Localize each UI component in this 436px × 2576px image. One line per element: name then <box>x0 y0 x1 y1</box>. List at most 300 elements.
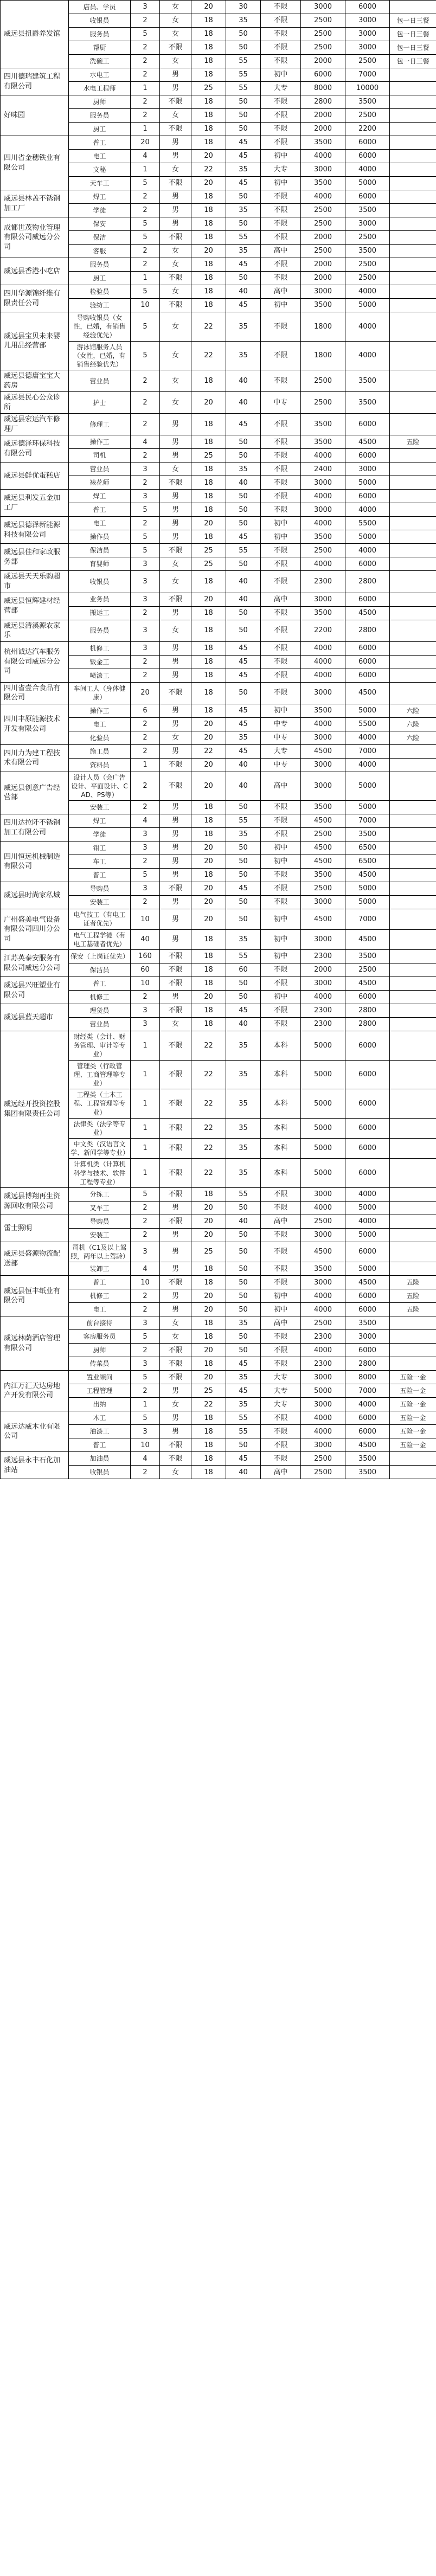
note-cell <box>390 123 436 136</box>
position-cell: 操作工 <box>69 435 131 449</box>
position-cell: 设计人员（会广告设计、平面设计、CAD、PS等） <box>69 772 131 801</box>
max-age-cell: 55 <box>226 1425 261 1438</box>
position-cell: 安装工 <box>69 896 131 909</box>
position-cell: 焊工 <box>69 490 131 503</box>
min-salary-cell: 3000 <box>301 977 345 991</box>
gender-cell: 不限 <box>160 1159 191 1188</box>
max-age-cell: 35 <box>226 1371 261 1384</box>
min-salary-cell: 2500 <box>301 392 345 414</box>
max-age-cell: 45 <box>226 136 261 150</box>
position-cell: 服务员 <box>69 620 131 641</box>
max-age-cell: 35 <box>226 1118 261 1138</box>
min-age-cell: 22 <box>191 1118 226 1138</box>
min-salary-cell: 3000 <box>301 682 345 704</box>
position-cell: 搬运工 <box>69 606 131 620</box>
gender-cell: 不限 <box>160 1215 191 1229</box>
position-cell: 保洁 <box>69 231 131 245</box>
max-salary-cell: 6000 <box>345 190 390 204</box>
headcount-cell: 20 <box>131 136 160 150</box>
gender-cell: 不限 <box>160 95 191 109</box>
gender-cell: 女 <box>160 245 191 258</box>
max-salary-cell: 6000 <box>345 1289 390 1303</box>
company-name-cell: 威远县恒辉建材经营部 <box>1 593 69 620</box>
max-salary-cell: 4000 <box>345 1215 390 1229</box>
company-name-cell: 四川丰原能源技术开发有限公司 <box>1 704 69 744</box>
min-salary-cell: 3000 <box>301 1188 345 1202</box>
company-name-cell: 四川德瑞建筑工程有限公司 <box>1 68 69 95</box>
min-age-cell: 22 <box>191 1060 226 1089</box>
min-age-cell: 18 <box>191 977 226 991</box>
max-age-cell: 45 <box>226 1384 261 1398</box>
min-salary-cell: 2500 <box>301 245 345 258</box>
table-row <box>1 462 436 476</box>
max-salary-cell: 6000 <box>345 414 390 435</box>
position-cell: 学徒 <box>69 204 131 217</box>
min-age-cell: 20 <box>191 150 226 163</box>
max-salary-cell: 3000 <box>345 462 390 476</box>
position-cell: 前台接待 <box>69 1316 131 1330</box>
education-cell: 初中 <box>261 855 301 869</box>
position-cell: 理货员 <box>69 1004 131 1018</box>
note-cell <box>390 669 436 682</box>
note-cell: 六险 <box>390 717 436 731</box>
table-row <box>1 258 436 272</box>
max-salary-cell: 5000 <box>345 1262 390 1276</box>
max-salary-cell: 6000 <box>345 1242 390 1262</box>
position-cell: 财经类（会计、财务管理、审计等专业） <box>69 1031 131 1061</box>
min-salary-cell: 2300 <box>301 1330 345 1344</box>
note-cell: 五险一金 <box>390 1425 436 1438</box>
min-age-cell: 20 <box>191 896 226 909</box>
min-age-cell: 20 <box>191 717 226 731</box>
max-age-cell: 50 <box>226 449 261 462</box>
gender-cell: 不限 <box>160 1139 191 1159</box>
position-cell: 水电工程师 <box>69 82 131 95</box>
gender-cell: 男 <box>160 1202 191 1215</box>
position-cell: 工程类（土木工程、工程管理等专业） <box>69 1089 131 1119</box>
max-age-cell: 50 <box>226 217 261 231</box>
table-row <box>1 1316 436 1330</box>
position-cell: 油漆工 <box>69 1425 131 1438</box>
max-age-cell: 50 <box>226 977 261 991</box>
min-age-cell: 18 <box>191 28 226 41</box>
min-salary-cell: 3000 <box>301 285 345 299</box>
headcount-cell: 2 <box>131 392 160 414</box>
min-age-cell: 18 <box>191 503 226 517</box>
headcount-cell: 2 <box>131 190 160 204</box>
max-age-cell: 45 <box>226 1004 261 1018</box>
max-salary-cell: 5000 <box>345 1202 390 1215</box>
position-cell: 保安（上岗证优先） <box>69 950 131 963</box>
min-salary-cell: 3500 <box>301 530 345 544</box>
min-age-cell: 22 <box>191 1089 226 1119</box>
min-age-cell: 20 <box>191 1289 226 1303</box>
gender-cell: 男 <box>160 190 191 204</box>
max-salary-cell: 4000 <box>345 1188 390 1202</box>
position-cell: 收银员 <box>69 571 131 593</box>
education-cell: 不限 <box>261 1262 301 1276</box>
min-salary-cell: 2400 <box>301 462 345 476</box>
min-salary-cell: 4000 <box>301 1303 345 1316</box>
min-age-cell: 22 <box>191 1031 226 1061</box>
note-cell <box>390 82 436 95</box>
max-age-cell: 55 <box>226 231 261 245</box>
note-cell <box>390 1215 436 1229</box>
education-cell: 不限 <box>261 1330 301 1344</box>
position-cell: 厨师 <box>69 95 131 109</box>
education-cell: 不限 <box>261 1 301 14</box>
education-cell: 高中 <box>261 1466 301 1479</box>
min-age-cell: 20 <box>191 758 226 772</box>
gender-cell: 不限 <box>160 476 191 490</box>
headcount-cell: 10 <box>131 977 160 991</box>
max-age-cell: 50 <box>226 606 261 620</box>
note-cell <box>390 682 436 704</box>
min-salary-cell: 4000 <box>301 1289 345 1303</box>
gender-cell: 不限 <box>160 299 191 312</box>
min-salary-cell: 2500 <box>301 370 345 392</box>
min-salary-cell: 2000 <box>301 231 345 245</box>
table-row <box>1 1452 436 1466</box>
min-salary-cell: 8000 <box>301 82 345 95</box>
min-age-cell: 22 <box>191 312 226 342</box>
max-age-cell: 45 <box>226 258 261 272</box>
position-cell: 车工 <box>69 855 131 869</box>
gender-cell: 不限 <box>160 177 191 190</box>
gender-cell: 不限 <box>160 1060 191 1089</box>
max-age-cell: 50 <box>226 855 261 869</box>
max-age-cell: 60 <box>226 963 261 977</box>
min-age-cell: 18 <box>191 869 226 882</box>
position-cell: 普工 <box>69 503 131 517</box>
min-salary-cell: 3500 <box>301 801 345 814</box>
max-age-cell: 35 <box>226 1398 261 1411</box>
gender-cell: 女 <box>160 312 191 342</box>
gender-cell: 不限 <box>160 231 191 245</box>
education-cell: 大专 <box>261 1371 301 1384</box>
position-cell: 收银员 <box>69 1466 131 1479</box>
min-age-cell: 18 <box>191 490 226 503</box>
gender-cell: 男 <box>160 717 191 731</box>
min-salary-cell: 2500 <box>301 217 345 231</box>
min-salary-cell: 4000 <box>301 490 345 503</box>
min-age-cell: 22 <box>191 1398 226 1411</box>
min-age-cell: 20 <box>191 841 226 855</box>
education-cell: 初中 <box>261 841 301 855</box>
min-salary-cell: 3000 <box>301 503 345 517</box>
gender-cell: 不限 <box>160 544 191 557</box>
education-cell: 不限 <box>261 462 301 476</box>
min-salary-cell: 3500 <box>301 1262 345 1276</box>
min-salary-cell: 3500 <box>301 136 345 150</box>
position-cell: 电工 <box>69 150 131 163</box>
min-age-cell: 25 <box>191 557 226 571</box>
note-cell <box>390 1357 436 1371</box>
position-cell: 服务员 <box>69 28 131 41</box>
headcount-cell: 5 <box>131 1411 160 1425</box>
position-cell: 施工员 <box>69 744 131 758</box>
headcount-cell: 3 <box>131 571 160 593</box>
company-name-cell: 威远县佳和家政服务部 <box>1 544 69 571</box>
education-cell: 不限 <box>261 1188 301 1202</box>
gender-cell: 男 <box>160 744 191 758</box>
note-cell <box>390 1330 436 1344</box>
note-cell <box>390 882 436 896</box>
gender-cell: 男 <box>160 150 191 163</box>
position-cell: 帮厨 <box>69 41 131 55</box>
max-salary-cell: 6000 <box>345 1425 390 1438</box>
note-cell <box>390 462 436 476</box>
min-age-cell: 20 <box>191 1202 226 1215</box>
max-age-cell: 50 <box>226 123 261 136</box>
education-cell: 初中 <box>261 530 301 544</box>
max-salary-cell: 7000 <box>345 814 390 828</box>
note-cell: 五险 <box>390 1303 436 1316</box>
headcount-cell: 4 <box>131 435 160 449</box>
min-salary-cell: 2000 <box>301 963 345 977</box>
note-cell <box>390 1242 436 1262</box>
min-salary-cell: 2000 <box>301 123 345 136</box>
note-cell <box>390 1060 436 1089</box>
headcount-cell: 10 <box>131 909 160 929</box>
min-salary-cell: 5000 <box>301 1031 345 1061</box>
gender-cell: 不限 <box>160 1089 191 1119</box>
min-salary-cell: 2500 <box>301 1466 345 1479</box>
note-cell <box>390 772 436 801</box>
note-cell <box>390 370 436 392</box>
position-cell: 电工 <box>69 717 131 731</box>
headcount-cell: 2 <box>131 370 160 392</box>
headcount-cell: 1 <box>131 1159 160 1188</box>
max-age-cell: 35 <box>226 312 261 342</box>
education-cell: 不限 <box>261 1242 301 1262</box>
position-cell: 机修工 <box>69 991 131 1004</box>
education-cell: 大专 <box>261 82 301 95</box>
position-cell: 收银员 <box>69 14 131 28</box>
company-name-cell: 威远县创意广告经营部 <box>1 772 69 814</box>
note-cell <box>390 312 436 342</box>
note-cell: 六险 <box>390 704 436 717</box>
table-row <box>1 517 436 530</box>
max-salary-cell: 10000 <box>345 82 390 95</box>
position-cell: 法律类（法学等专业） <box>69 1118 131 1138</box>
max-age-cell: 45 <box>226 414 261 435</box>
gender-cell: 男 <box>160 1242 191 1262</box>
min-salary-cell: 5000 <box>301 1384 345 1398</box>
min-salary-cell: 5000 <box>301 1139 345 1159</box>
gender-cell: 女 <box>160 462 191 476</box>
gender-cell: 男 <box>160 1425 191 1438</box>
max-salary-cell: 6000 <box>345 449 390 462</box>
position-cell: 检验员 <box>69 285 131 299</box>
max-salary-cell: 2500 <box>345 109 390 123</box>
gender-cell: 女 <box>160 370 191 392</box>
headcount-cell: 2 <box>131 68 160 82</box>
position-cell: 司机 <box>69 449 131 462</box>
headcount-cell: 4 <box>131 814 160 828</box>
max-age-cell: 35 <box>226 462 261 476</box>
max-salary-cell: 2500 <box>345 963 390 977</box>
position-cell: 电工 <box>69 1303 131 1316</box>
min-salary-cell: 2300 <box>301 1004 345 1018</box>
min-salary-cell: 3000 <box>301 731 345 744</box>
max-age-cell: 50 <box>226 909 261 929</box>
gender-cell: 女 <box>160 571 191 593</box>
min-salary-cell: 4000 <box>301 517 345 530</box>
max-age-cell: 50 <box>226 28 261 41</box>
note-cell <box>390 641 436 655</box>
education-cell: 不限 <box>261 217 301 231</box>
position-cell: 保洁员 <box>69 963 131 977</box>
max-salary-cell: 4000 <box>345 544 390 557</box>
position-cell: 业务员 <box>69 593 131 606</box>
min-salary-cell: 2500 <box>301 828 345 841</box>
max-age-cell: 35 <box>226 1316 261 1330</box>
gender-cell: 不限 <box>160 593 191 606</box>
min-age-cell: 18 <box>191 1425 226 1438</box>
max-salary-cell: 3500 <box>345 95 390 109</box>
max-salary-cell: 5000 <box>345 476 390 490</box>
min-salary-cell: 2500 <box>301 544 345 557</box>
max-salary-cell: 4500 <box>345 606 390 620</box>
max-salary-cell: 6000 <box>345 1139 390 1159</box>
position-cell: 修理工 <box>69 414 131 435</box>
max-salary-cell: 7000 <box>345 68 390 82</box>
max-age-cell: 55 <box>226 1411 261 1425</box>
education-cell: 不限 <box>261 1438 301 1452</box>
max-salary-cell: 5000 <box>345 299 390 312</box>
position-cell: 客服 <box>69 245 131 258</box>
min-age-cell: 18 <box>191 620 226 641</box>
min-age-cell: 20 <box>191 991 226 1004</box>
education-cell: 不限 <box>261 312 301 342</box>
max-salary-cell: 6000 <box>345 1031 390 1061</box>
note-cell: 包一日三餐 <box>390 28 436 41</box>
table-row <box>1 977 436 991</box>
education-cell: 初中 <box>261 517 301 530</box>
gender-cell: 男 <box>160 704 191 717</box>
note-cell <box>390 490 436 503</box>
min-age-cell: 18 <box>191 462 226 476</box>
headcount-cell: 1 <box>131 758 160 772</box>
min-age-cell: 20 <box>191 1344 226 1357</box>
company-name-cell: 广州盛美电气设备有限公司四川分公司 <box>1 909 69 950</box>
company-name-cell: 威远县宝贝未来婴儿用品经营部 <box>1 312 69 370</box>
headcount-cell: 1 <box>131 272 160 285</box>
note-cell <box>390 1 436 14</box>
min-age-cell: 18 <box>191 68 226 82</box>
education-cell: 不限 <box>261 1276 301 1289</box>
gender-cell: 男 <box>160 449 191 462</box>
min-salary-cell: 2500 <box>301 14 345 28</box>
position-cell: 车间工人（身体健康） <box>69 682 131 704</box>
gender-cell: 女 <box>160 109 191 123</box>
min-salary-cell: 4500 <box>301 841 345 855</box>
table-row <box>1 841 436 855</box>
position-cell: 营业员 <box>69 1018 131 1031</box>
max-salary-cell: 3000 <box>345 14 390 28</box>
max-salary-cell: 4000 <box>345 285 390 299</box>
table-row <box>1 571 436 593</box>
min-salary-cell: 3500 <box>301 299 345 312</box>
table-row <box>1 370 436 392</box>
max-age-cell: 55 <box>226 55 261 68</box>
gender-cell: 男 <box>160 641 191 655</box>
min-salary-cell: 4500 <box>301 909 345 929</box>
min-salary-cell: 2300 <box>301 571 345 593</box>
position-cell: 店员、学员 <box>69 1 131 14</box>
max-salary-cell: 4500 <box>345 435 390 449</box>
max-salary-cell: 5000 <box>345 772 390 801</box>
max-salary-cell: 4500 <box>345 869 390 882</box>
note-cell <box>390 1031 436 1061</box>
max-salary-cell: 6000 <box>345 1344 390 1357</box>
note-cell: 五险一金 <box>390 1411 436 1425</box>
gender-cell: 男 <box>160 435 191 449</box>
position-cell: 普工 <box>69 1276 131 1289</box>
headcount-cell: 3 <box>131 882 160 896</box>
max-age-cell: 40 <box>226 1018 261 1031</box>
company-name-cell: 威远县民心公众诊所 <box>1 392 69 414</box>
note-cell <box>390 1118 436 1138</box>
table-row <box>1 1242 436 1262</box>
min-salary-cell: 2000 <box>301 258 345 272</box>
table-row <box>1 68 436 82</box>
max-salary-cell: 2500 <box>345 258 390 272</box>
max-age-cell: 45 <box>226 655 261 669</box>
note-cell <box>390 245 436 258</box>
gender-cell: 女 <box>160 557 191 571</box>
max-age-cell: 40 <box>226 772 261 801</box>
company-name-cell: 威远县天天乐购超市 <box>1 571 69 593</box>
education-cell: 不限 <box>261 1425 301 1438</box>
gender-cell: 女 <box>160 55 191 68</box>
max-salary-cell: 2800 <box>345 571 390 593</box>
min-salary-cell: 4000 <box>301 641 345 655</box>
max-age-cell: 50 <box>226 435 261 449</box>
headcount-cell: 2 <box>131 41 160 55</box>
headcount-cell: 2 <box>131 258 160 272</box>
headcount-cell: 2 <box>131 655 160 669</box>
headcount-cell: 4 <box>131 150 160 163</box>
note-cell <box>390 231 436 245</box>
table-row <box>1 490 436 503</box>
max-salary-cell: 6000 <box>345 136 390 150</box>
min-salary-cell: 4000 <box>301 1344 345 1357</box>
note-cell <box>390 544 436 557</box>
gender-cell: 男 <box>160 929 191 949</box>
education-cell: 高中 <box>261 245 301 258</box>
table-row <box>1 217 436 231</box>
education-cell: 不限 <box>261 272 301 285</box>
headcount-cell: 1 <box>131 1089 160 1119</box>
position-cell: 机修工 <box>69 641 131 655</box>
note-cell <box>390 190 436 204</box>
job-listing-body <box>1 1 436 1479</box>
education-cell: 中专 <box>261 731 301 744</box>
max-age-cell: 45 <box>226 530 261 544</box>
note-cell <box>390 593 436 606</box>
min-age-cell: 18 <box>191 950 226 963</box>
min-age-cell: 18 <box>191 606 226 620</box>
min-salary-cell: 3500 <box>301 606 345 620</box>
min-salary-cell: 2000 <box>301 272 345 285</box>
education-cell: 不限 <box>261 14 301 28</box>
headcount-cell: 1 <box>131 1031 160 1061</box>
table-row <box>1 414 436 435</box>
company-name-cell: 四川华源锦纤维有限责任公司 <box>1 285 69 312</box>
education-cell: 大专 <box>261 744 301 758</box>
